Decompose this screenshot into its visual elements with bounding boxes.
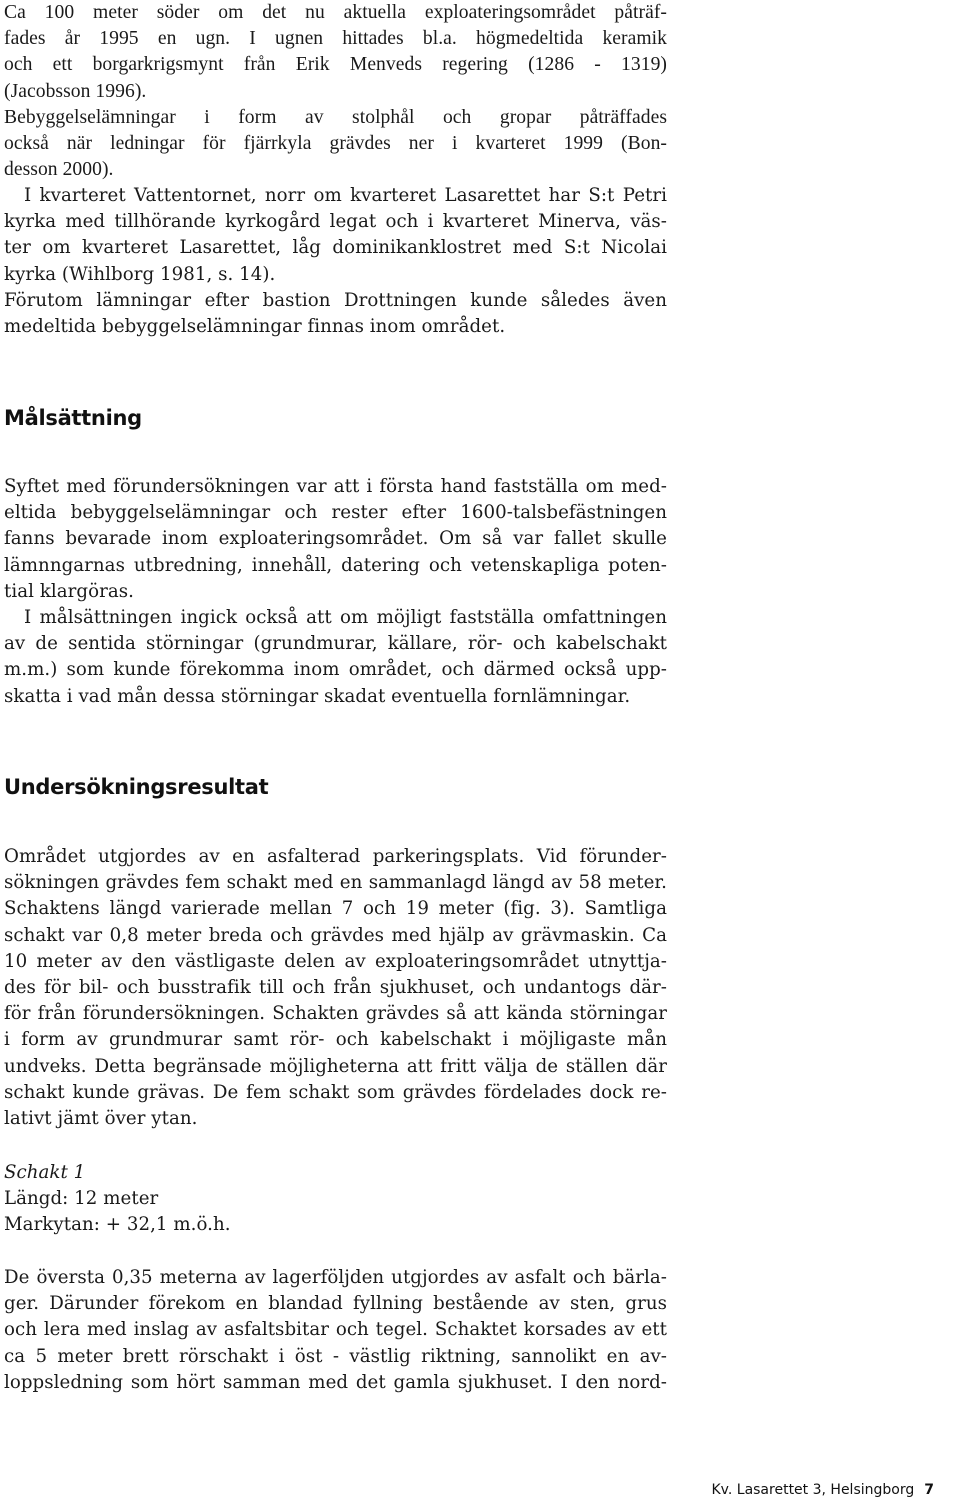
text-line: undveks. Detta begränsade möjligheterna att fritt välja de ställen där	[4, 1055, 667, 1077]
text-line: av de sentida störningar (grundmurar, källare, rör- och kabelschakt	[4, 633, 667, 655]
text-line: ger. Därunder förekom en blandad fyllning bestående av sten, grus	[4, 1293, 667, 1315]
section-heading-malsattning: Målsättning	[4, 406, 142, 430]
text-line: också när ledningar för fjärrkyla grävdes ner i kvarteret 1999 (Bon-	[4, 132, 667, 154]
schakt-1-meta	[4, 1160, 667, 1239]
forutom-paragraph	[4, 288, 667, 340]
schakt-title: Schakt 1	[4, 1162, 86, 1183]
text-line: I målsättningen ingick också att om möjligt fastställa omfattningen	[24, 607, 667, 628]
vattentornet-paragraph	[4, 183, 667, 288]
text-line: fades år 1995 en ugn. I ugnen hittades bl.a. högmedeltida keramik	[4, 28, 667, 50]
schakt-elevation: Markytan: + 32,1 m.ö.h.	[4, 1214, 231, 1236]
intro-paragraph	[4, 0, 667, 183]
text-line: kyrka (Wihlborg 1981, s. 14).	[4, 263, 276, 285]
text-line: I kvarteret Vattentornet, norr om kvarteret Lasarettet har S:t Petri	[24, 185, 667, 206]
text-line: fanns bevarade inom exploateringsområdet. Om så var fallet skulle	[4, 528, 667, 550]
schakt-1-paragraph	[4, 1265, 667, 1396]
text-line: tial klargöras.	[4, 580, 134, 602]
text-line: medeltida bebyggelselämningar finnas inom området.	[4, 316, 506, 338]
text-line: Schaktens längd varierade mellan 7 och 19 meter (fig. 3). Samtliga	[4, 898, 667, 920]
text-line: loppsledning som hört samman med det gamla sjukhuset. I den nord-	[4, 1371, 667, 1393]
text-line: för från förundersökningen. Schakten grävdes så att kända störningar	[4, 1003, 667, 1025]
text-line: (Jacobsson 1996).	[4, 80, 147, 102]
malsattning-paragraph-2	[4, 605, 667, 710]
schakt-length: Längd: 12 meter	[4, 1188, 159, 1210]
text-line: ter om kvarteret Lasarettet, låg dominikanklostret med S:t Nicolai	[4, 237, 667, 259]
page-footer	[711, 1482, 934, 1498]
text-line: des för bil- och busstrafik till och från sjukhuset, och undantogs där-	[4, 976, 667, 998]
text-line: Förutom lämningar efter bastion Drottningen kunde således även	[4, 290, 667, 311]
text-line: Ca 100 meter söder om det nu aktuella exploateringsområdet påträf-	[4, 2, 667, 23]
footer-title: Kv. Lasarettet 3, Helsingborg	[711, 1482, 915, 1498]
text-line: kyrka med tillhörande kyrkogård legat och i kvarteret Minerva, väs-	[4, 211, 667, 233]
text-line: Området utgjordes av en asfalterad parkeringsplats. Vid förunder-	[4, 846, 667, 867]
text-line: m.m.) som kunde förekomma inom området, och därmed också upp-	[4, 659, 667, 681]
text-line: schakt var 0,8 meter breda och grävdes med hjälp av grävmaskin. Ca	[4, 924, 667, 946]
text-line: och lera med inslag av asfaltsbitar och tegel. Schaktet korsades av ett	[4, 1319, 667, 1341]
text-line: lativt jämt över ytan.	[4, 1107, 198, 1129]
section-heading-undersokningsresultat: Undersökningsresultat	[4, 775, 269, 799]
text-line: desson 2000).	[4, 159, 114, 181]
resultat-paragraph	[4, 844, 667, 1132]
text-line: 10 meter av den västligaste delen av exploateringsområdet utnyttja-	[4, 950, 667, 972]
text-line: lämnngarnas utbredning, innehåll, datering och vetenskapliga poten-	[4, 554, 667, 576]
text-line: skatta i vad mån dessa störningar skadat eventuella fornlämningar.	[4, 685, 631, 707]
text-line: i form av grundmurar samt rör- och kabelschakt i möjligaste mån	[4, 1029, 667, 1051]
text-line: och ett borgarkrigsmynt från Erik Menveds regering (1286 - 1319)	[4, 54, 667, 76]
text-line: Syftet med förundersökningen var att i första hand fastställa om med-	[4, 476, 667, 497]
text-line: De översta 0,35 meterna av lagerföljden utgjordes av asfalt och bärla-	[4, 1267, 667, 1288]
text-line: ca 5 meter brett rörschakt i öst - västlig riktning, sannolikt en av-	[4, 1345, 667, 1367]
text-line: eltida bebyggelselämningar och rester efter 1600-talsbefästningen	[4, 502, 667, 524]
page-number: 7	[924, 1482, 934, 1498]
text-line: sökningen grävdes fem schakt med en sammanlagd längd av 58 meter.	[4, 872, 667, 894]
malsattning-paragraph-1	[4, 474, 667, 605]
text-line: schakt kunde grävas. De fem schakt som grävdes fördelades dock re-	[4, 1081, 667, 1103]
text-line: Bebyggelselämningar i form av stolphål och gropar påträffades	[4, 106, 667, 128]
